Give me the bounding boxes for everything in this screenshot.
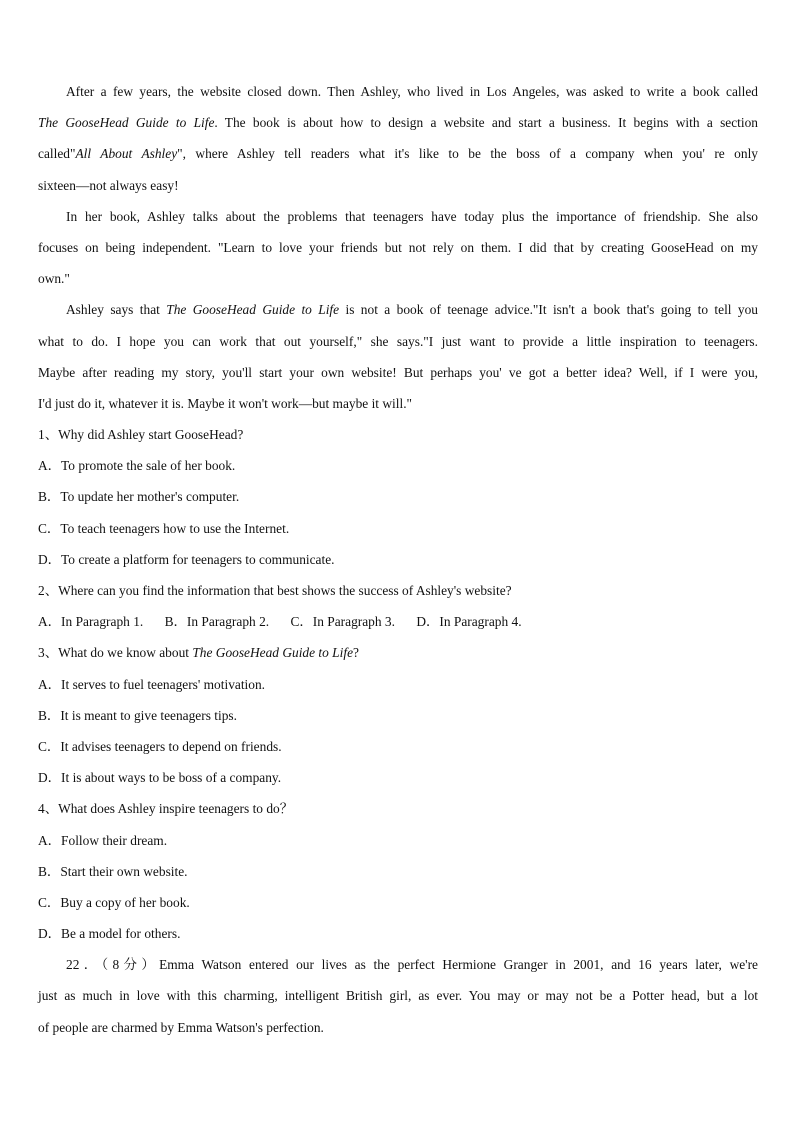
document-page xyxy=(38,76,758,1043)
text-span: 3、What do we know about xyxy=(38,645,193,661)
text-line: In her book, Ashley talks about the problems that teenagers have today plus the importance of friendship. She also xyxy=(66,208,758,224)
text-line xyxy=(38,107,758,138)
text-span: sixteen—not always easy! xyxy=(38,177,179,193)
question-stem: 2、Where can you find the information that best shows the success of Ashley's website? xyxy=(38,583,512,598)
question-2 xyxy=(38,575,758,637)
option-b: B．Start their own website. xyxy=(38,863,188,879)
option-d: D．To create a platform for teenagers to communicate. xyxy=(38,551,335,567)
text-span: ", where Ashley tell readers what it's like to be the boss of a company when you' re only xyxy=(177,146,758,162)
question-stem: 4、What does Ashley inspire teenagers to do？ xyxy=(38,801,294,817)
question-1 xyxy=(38,419,758,575)
option-c: C．Buy a copy of her book. xyxy=(38,894,190,910)
text-line: I'd just do it, whatever it is. Maybe it won't work—but maybe it will." xyxy=(38,395,413,411)
text-span: Ashley says that xyxy=(66,302,167,318)
book-title: The GooseHead Guide to Life xyxy=(38,115,215,131)
inline-options xyxy=(38,606,758,637)
option-a: A．Follow their dream. xyxy=(38,832,168,848)
text-line xyxy=(38,138,758,169)
text-span: . The book is about how to design a website and start a business. It begins with a section xyxy=(214,115,759,131)
option-c: C．To teach teenagers how to use the Internet. xyxy=(38,520,290,536)
text-span: After a few years, the website closed down. Then Ashley, who lived in Los Angeles, was asked to write a book called xyxy=(66,84,758,99)
question-stem xyxy=(38,637,758,668)
question-4 xyxy=(38,793,758,949)
text-span: is not a book of teenage advice."It isn't a book that's going to tell you xyxy=(339,302,758,318)
text-line xyxy=(38,76,758,107)
passage-paragraph-1 xyxy=(38,76,758,201)
text-line xyxy=(38,294,758,325)
text-span: called" xyxy=(38,146,76,162)
option-a: A．It serves to fuel teenagers' motivation. xyxy=(38,676,266,692)
book-title: The GooseHead Guide to Life xyxy=(166,302,340,318)
text-line: what to do. I hope you can work that out yourself," she says."I just want to provide a little inspiration to teenagers. xyxy=(38,333,758,349)
option-a: A．In Paragraph 1. xyxy=(38,614,144,630)
text-line: 22．（8分）Emma Watson entered our lives as the perfect Hermione Granger in 2001, and 16 years later, we're xyxy=(66,957,758,973)
option-a: A．To promote the sale of her book. xyxy=(38,458,236,474)
text-line: own." xyxy=(38,271,70,287)
section-22-intro xyxy=(38,949,758,1043)
question-3 xyxy=(38,637,758,793)
passage-paragraph-2 xyxy=(38,201,758,295)
text-line: of people are charmed by Emma Watson's perfection. xyxy=(38,1019,324,1035)
book-title: The GooseHead Guide to Life xyxy=(192,645,354,661)
section-title: All About Ashley xyxy=(75,146,178,162)
option-c: C．It advises teenagers to depend on friends. xyxy=(38,738,282,754)
text-line: just as much in love with this charming, intelligent British girl, as ever. You may or may not be a Potter head, but a lot xyxy=(38,988,758,1004)
text-span: ? xyxy=(353,645,359,661)
text-line xyxy=(38,170,758,201)
option-d: D．Be a model for others. xyxy=(38,926,181,942)
question-stem: 1、Why did Ashley start GooseHead? xyxy=(38,427,244,443)
option-d: D．It is about ways to be boss of a company. xyxy=(38,770,282,786)
option-b: B．To update her mother's computer. xyxy=(38,489,240,505)
text-line: focuses on being independent. "Learn to love your friends but not rely on them. I did that by creating GooseHead on my xyxy=(38,239,758,255)
option-b: B．It is meant to give teenagers tips. xyxy=(38,707,237,723)
passage-paragraph-3 xyxy=(38,294,758,419)
text-line: Maybe after reading my story, you'll start your own website! But perhaps you' ve got a better idea? Well, if I were you, xyxy=(38,364,758,380)
option-b: B．In Paragraph 2. xyxy=(164,614,270,630)
option-d: D．In Paragraph 4. xyxy=(416,614,522,630)
option-c: C．In Paragraph 3. xyxy=(290,614,395,630)
